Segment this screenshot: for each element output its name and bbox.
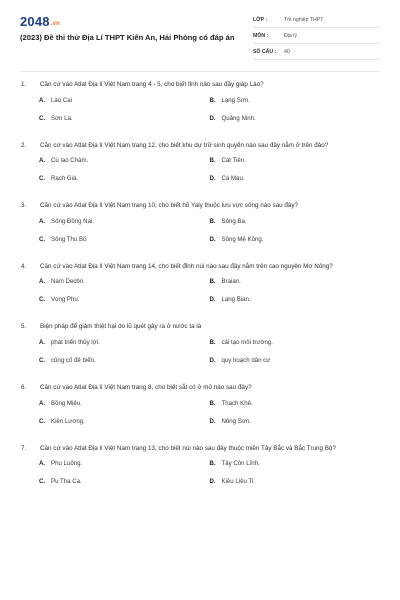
question-number: 5. <box>21 323 27 331</box>
question-item <box>20 137 380 198</box>
question-text: Căn cứ vào Atlat Địa lí Việt Nam trang 12, cho biết khu dự trữ sinh quyển nào sau đây nằm ở trên đảo? <box>40 141 329 149</box>
option-letter: A. <box>39 338 46 346</box>
option-letter: C. <box>39 296 46 304</box>
question-number: 6. <box>21 383 27 391</box>
meta-row-class <box>253 12 380 28</box>
option-letter: D. <box>209 417 216 425</box>
option-letter: B. <box>209 278 216 286</box>
option-text: Lào Cai <box>51 96 73 104</box>
answer-option-c[interactable] <box>39 115 210 123</box>
question-number: 4. <box>21 262 27 270</box>
answer-option-a[interactable] <box>39 339 210 347</box>
option-text: Bồng Miêu. <box>51 399 82 407</box>
meta-label: LỚP : <box>253 16 268 23</box>
answer-option-d[interactable] <box>210 478 381 486</box>
answer-option-a[interactable] <box>39 97 210 105</box>
answer-option-d[interactable] <box>210 236 381 244</box>
option-text: Thạch Khê. <box>221 399 253 407</box>
question-text: Căn cứ vào Atlat Địa lí Việt Nam trang 10, cho biết hồ Yaly thuộc lưu vực sông nào sau đây? <box>40 202 299 210</box>
question-text: Biện pháp để giảm thiệt hại do lũ quét gây ra ở nước ta là <box>40 323 202 331</box>
meta-label: SỐ CÂU : <box>253 48 277 55</box>
option-letter: A. <box>39 157 46 165</box>
answer-option-b[interactable] <box>210 157 381 165</box>
meta-row-subject <box>253 28 380 44</box>
option-letter: D. <box>209 175 216 183</box>
option-letter: B. <box>209 460 216 468</box>
answer-option-d[interactable] <box>210 418 381 426</box>
question-list <box>0 70 400 486</box>
meta-value: Tốt nghiệp THPT <box>284 16 324 23</box>
question-item <box>20 318 380 379</box>
answer-option-c[interactable] <box>39 418 210 426</box>
option-text: Sơn La. <box>51 114 73 122</box>
option-text: Phu Luông. <box>51 460 83 468</box>
option-letter: C. <box>39 235 46 243</box>
answer-option-b[interactable] <box>210 339 381 347</box>
question-item <box>20 76 380 137</box>
answer-options <box>20 278 380 304</box>
option-letter: C. <box>39 114 46 122</box>
option-text: Vọng Phu. <box>51 296 80 304</box>
logo-text: 2048 <box>20 14 50 29</box>
option-letter: B. <box>209 157 216 165</box>
answer-option-c[interactable] <box>39 357 210 365</box>
question-item <box>20 379 380 440</box>
question-item <box>20 258 380 319</box>
option-letter: A. <box>39 460 46 468</box>
question-text: Căn cứ vào Atlat Địa lí Việt Nam trang 14, cho biết đỉnh núi nào sau đây nằm trên cao nguyên Mơ Nông? <box>40 262 333 270</box>
option-text: Cà Mau. <box>221 175 245 183</box>
exam-title: (2023) Đề thi thử Địa Lí THPT Kiến An, Hải Phòng có đáp án <box>20 33 235 42</box>
option-letter: C. <box>39 417 46 425</box>
answer-option-c[interactable] <box>39 296 210 304</box>
question-item <box>20 197 380 258</box>
option-letter: D. <box>209 235 216 243</box>
question-number: 2. <box>21 141 27 149</box>
option-text: Cù lao Chàm. <box>51 157 89 165</box>
option-text: Sông Mê Kông. <box>221 235 264 243</box>
option-text: Nam Decbri. <box>51 278 85 286</box>
option-letter: B. <box>209 217 216 225</box>
option-text: Lang Bian. <box>221 296 251 304</box>
page-header <box>0 0 400 70</box>
answer-option-b[interactable] <box>210 218 381 226</box>
option-letter: D. <box>209 356 216 364</box>
answer-option-a[interactable] <box>39 218 210 226</box>
option-text: Tây Côn Lĩnh. <box>221 460 260 468</box>
option-text: Sông Đồng Nai. <box>51 217 95 225</box>
option-letter: C. <box>39 175 46 183</box>
option-text: củng cố đê biển. <box>51 356 96 364</box>
question-number: 7. <box>21 444 27 452</box>
meta-value: 40 <box>284 48 290 55</box>
answer-options <box>20 97 380 123</box>
option-text: Kiều Liêu Ti. <box>221 478 256 486</box>
answer-option-c[interactable] <box>39 478 210 486</box>
option-text: Sông Thu Bồ <box>51 235 87 243</box>
answer-option-b[interactable] <box>210 97 381 105</box>
answer-option-a[interactable] <box>39 460 210 468</box>
option-text: quy hoạch dân cư <box>221 356 271 364</box>
option-letter: C. <box>39 356 46 364</box>
question-item <box>20 440 380 487</box>
option-text: Quảng Ninh. <box>221 114 256 122</box>
logo-suffix: .vn <box>50 21 61 27</box>
answer-option-d[interactable] <box>210 115 381 123</box>
option-letter: D. <box>209 296 216 304</box>
answer-option-c[interactable] <box>39 175 210 183</box>
option-text: Pu Tha Ca. <box>51 478 82 486</box>
answer-option-a[interactable] <box>39 157 210 165</box>
option-letter: B. <box>209 338 216 346</box>
option-text: Kiên Lương. <box>51 417 85 425</box>
answer-option-d[interactable] <box>210 296 381 304</box>
option-text: Sông Ba. <box>221 217 247 225</box>
answer-option-a[interactable] <box>39 278 210 286</box>
answer-options <box>20 218 380 244</box>
question-text: Căn cứ vào Atlat Địa lí Việt Nam trang 4 - 5, cho biết tỉnh nào sau đây giáp Lào? <box>40 81 264 88</box>
option-letter: A. <box>39 278 46 286</box>
option-letter: D. <box>209 478 216 486</box>
answer-option-d[interactable] <box>210 357 381 365</box>
option-letter: A. <box>39 96 46 104</box>
meta-value: Địa lý <box>284 32 297 39</box>
question-number: 3. <box>21 202 27 210</box>
option-letter: A. <box>39 399 46 407</box>
option-letter: B. <box>209 96 216 104</box>
meta-row-count <box>253 44 380 60</box>
answer-option-b[interactable] <box>210 460 381 468</box>
option-letter: C. <box>39 478 46 486</box>
meta-label: MÔN : <box>253 32 269 39</box>
option-letter: A. <box>39 217 46 225</box>
question-text: Căn cứ vào Atlat Địa lí Việt Nam trang 13, cho biết núi nào sau đây thuộc miền Tây Bắc và Bắc Trung Bộ? <box>40 444 336 452</box>
answer-option-b[interactable] <box>210 278 381 286</box>
option-text: Lạng Sơn. <box>221 96 250 104</box>
site-logo[interactable] <box>20 14 60 29</box>
answer-option-c[interactable] <box>39 236 210 244</box>
option-letter: B. <box>209 399 216 407</box>
question-text: Căn cứ vào Atlat Địa lí Việt Nam trang 8, cho biết sắt có ở mỏ nào sau đây? <box>40 383 252 391</box>
answer-options <box>20 400 380 426</box>
option-text: Braian. <box>221 278 241 286</box>
answer-option-a[interactable] <box>39 400 210 408</box>
option-text: phát triển thủy lợi. <box>51 338 100 346</box>
answer-options <box>20 157 380 183</box>
bottom-fade <box>0 586 400 600</box>
option-text: Rạch Giá. <box>51 175 79 183</box>
option-text: cải tạo môi trường. <box>221 338 273 346</box>
option-letter: D. <box>209 114 216 122</box>
exam-meta <box>253 12 380 60</box>
answer-options <box>20 460 380 486</box>
option-text: Nông Sơn. <box>221 417 251 425</box>
question-number: 1. <box>21 81 27 88</box>
option-text: Cát Tiên. <box>221 157 246 165</box>
answer-option-d[interactable] <box>210 175 381 183</box>
answer-option-b[interactable] <box>210 400 381 408</box>
answer-options <box>20 339 380 365</box>
